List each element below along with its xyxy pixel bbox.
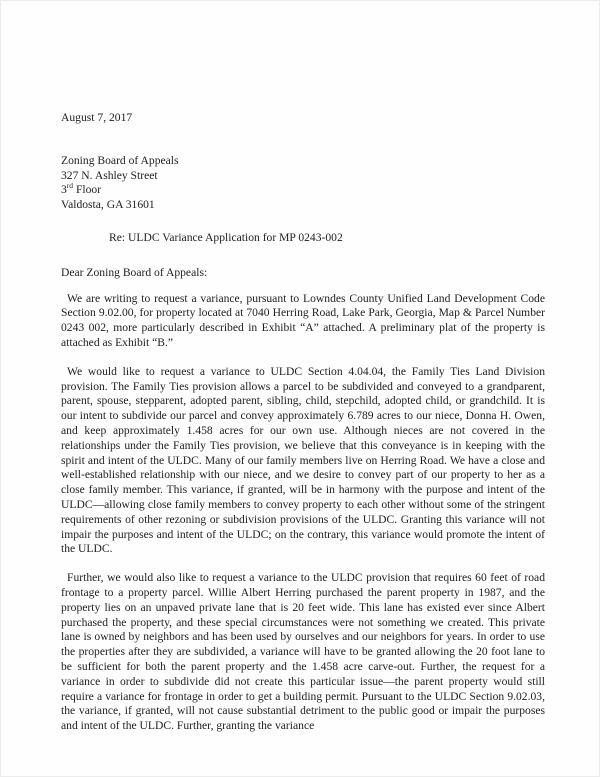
salutation: Dear Zoning Board of Appeals: [61, 265, 208, 279]
address-street: 327 N. Ashley Street [61, 168, 158, 182]
letter-date: August 7, 2017 [61, 111, 133, 124]
address-floor [61, 183, 545, 198]
address-floor-word: Floor [73, 183, 102, 197]
address-floor-ordinal: rd [66, 181, 74, 191]
address-recipient-name: Zoning Board of Appeals [61, 153, 179, 167]
address-floor-number: 3 [61, 183, 67, 197]
body-paragraph-1: We are writing to request a variance, pursuant to Lowndes County Unified Land Development Code Section 9.02.00, for property located at 7040 Herring Road, Lake Park, Georgia, Map & Parcel Number 0243 002, more particularly described in Exhibit “A” attached. A preliminary plat of the property is attached as Exhibit “B.” [61, 291, 545, 349]
address-city-state-zip: Valdosta, GA 31601 [61, 198, 155, 212]
body-paragraph-3: Further, we would also like to request a variance to the ULDC provision that requires 60 feet of road frontage to a property parcel. Willie Albert Herring purchased the parent property in 1987, and the property lies on an unpaved private lane that is 20 feet wide. This lane has existed ever since Albert purchased the property, and these special circumstances were not something we created. This private lane is owned by neighbors and has been used by ourselves and our neighbors for years. In order to use the properties after they are subdivided, a variance will have to be granted allowing the 20 foot lane to be sufficient for both the parent property and the 1.458 acre carve-out. Further, the request for a variance in order to subdivide did not create this particular issue—the parent property would still require a variance for frontage in order to get a building permit. Pursuant to the ULDC Section 9.02.03, the variance, if granted, will not cause substantial detriment to the public good or impair the purposes and intent of the ULDC. Further, granting the variance [61, 571, 545, 733]
recipient-address [61, 154, 545, 213]
subject-line: Re: ULDC Variance Application for MP 0243-002 [109, 230, 343, 244]
body-paragraph-2: We would like to request a variance to ULDC Section 4.04.04, the Family Ties Land Division provision. The Family Ties provision allows a parcel to be subdivided and conveyed to a grandparent, parent, spouse, stepparent, adopted parent, sibling, child, stepchild, adopted child, or grandchild. It is our intent to subdivide our parcel and convey approximately 6.789 acres to our niece, Donna H. Owen, and keep approximately 1.458 acres for our own use. Although nieces are not covered in the relationships under the Family Ties provision, we believe that this conveyance is in keeping with the spirit and intent of the ULDC. Many of our family members live on Herring Road. We have a close and well-established relationship with our niece, and we desire to convey part of our property to her as a close family member. This variance, if granted, will be in harmony with the purpose and intent of the ULDC—allowing close family members to convey property to each other without some of the stringent requirements of other rezoning or subdivision provisions of the ULDC. Granting this variance will not impair the purposes and intent of the ULDC; on the contrary, this variance would promote the intent of the ULDC. [61, 364, 545, 556]
